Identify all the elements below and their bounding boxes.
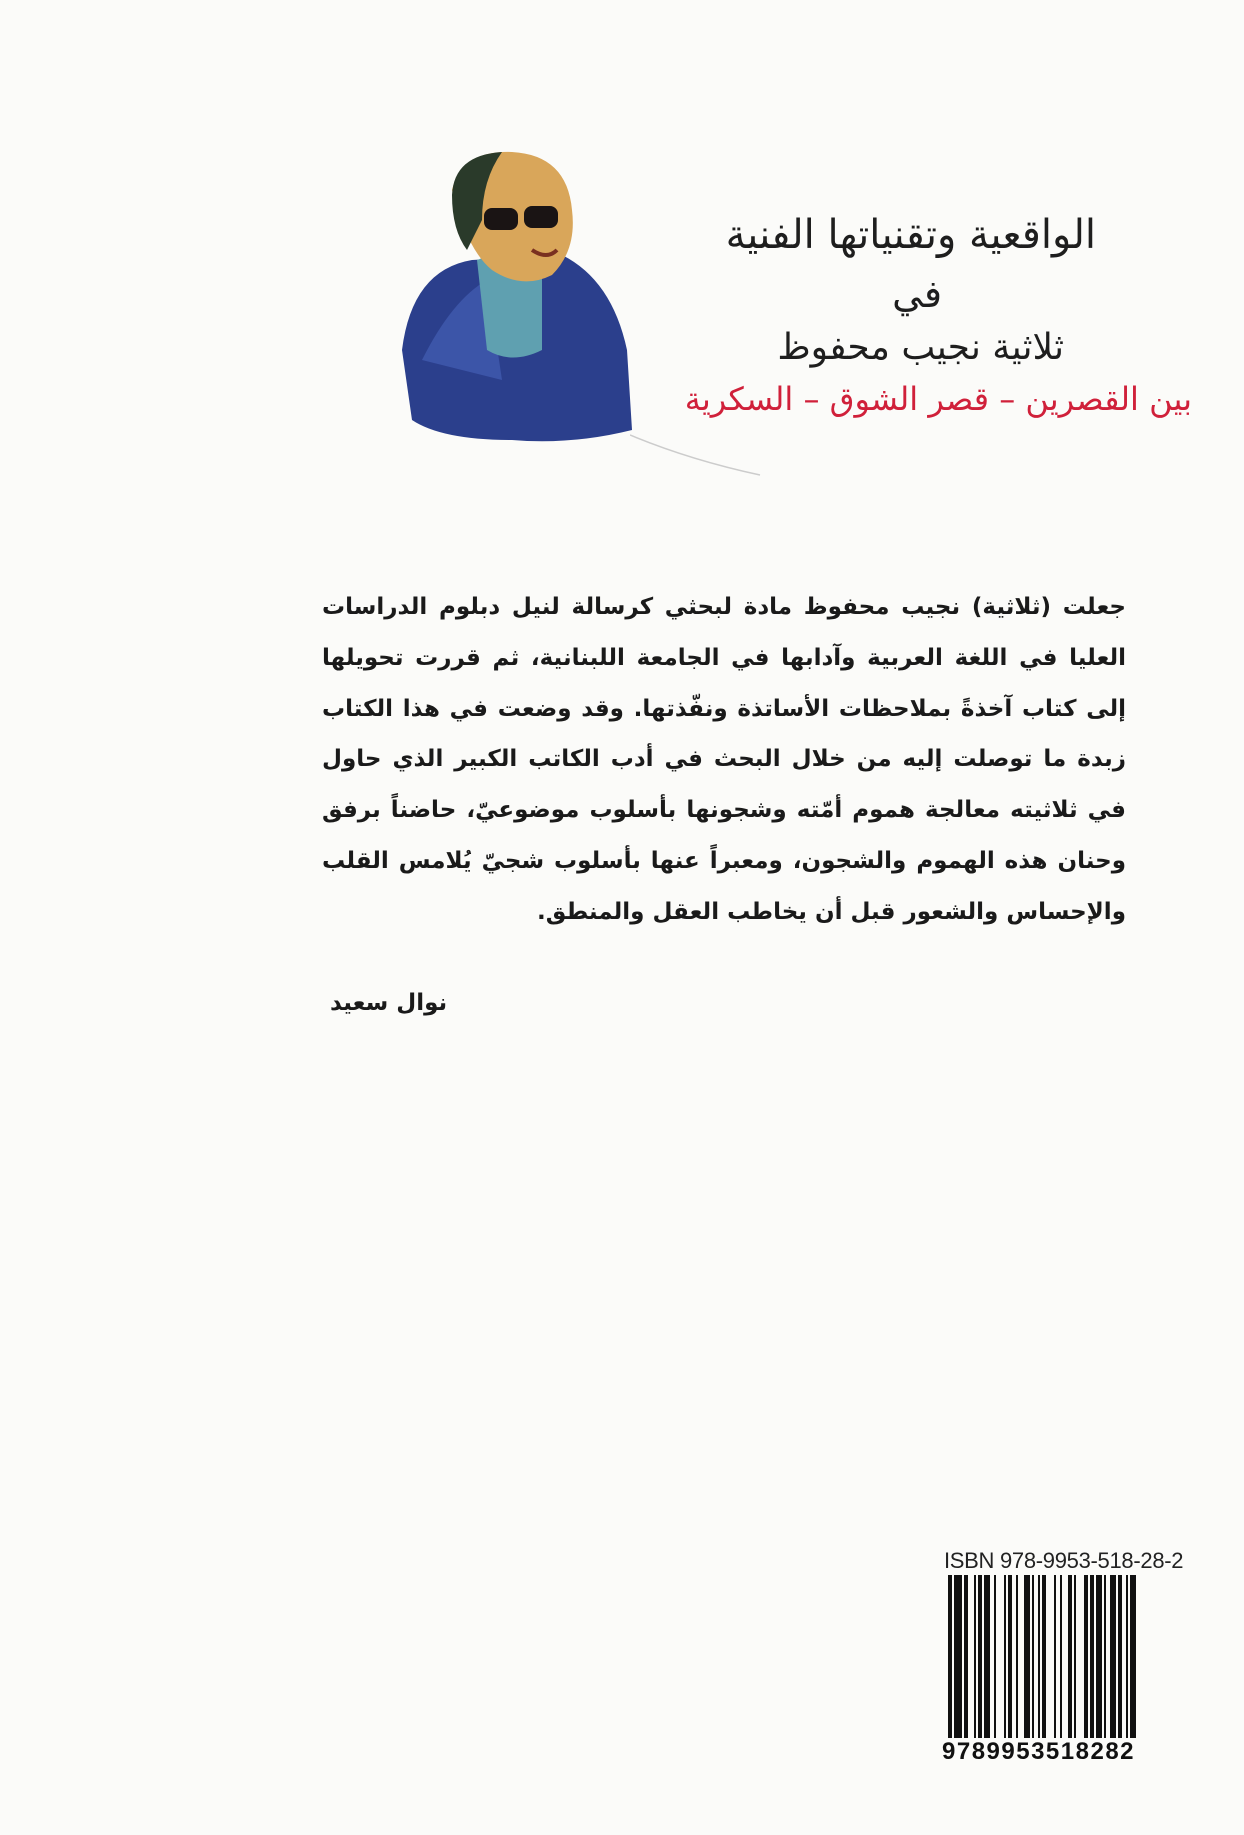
author-signature: نوال سعيد xyxy=(330,990,448,1016)
barcode-bar xyxy=(984,1575,990,1745)
barcode-bar xyxy=(994,1575,996,1745)
barcode-bar xyxy=(1024,1575,1030,1745)
blurb-paragraph: جعلت (ثلاثية) نجيب محفوظ مادة لبحثي كرسالة لنيل دبلوم الدراسات العليا في اللغة العربية وآدابها في الجامعة اللبنانية، ثم قررت تحويلها إلى كتاب آخذةً بملاحظات الأساتذة ونفّذتها. وقد وضعت في هذا الكتاب زبدة ما توصلت إليه من خلال البحث في أدب الكاتب الكبير الذي حاول في ثلاثيته معالجة هموم أمّته وشجونها بأسلوب موضوعيّ، حاضناً برفق وحنان هذه الهموم والشجون، ومعبراً عنها بأسلوب شجيّ يُلامس القلب والإحساس والشعور قبل أن يخاطب العقل والمنطق. xyxy=(322,594,1126,925)
barcode-bar xyxy=(954,1575,962,1745)
barcode-bar xyxy=(1008,1575,1012,1745)
barcode-bar xyxy=(1110,1575,1116,1745)
barcode-digits: 9789953518282 xyxy=(942,1738,1136,1765)
barcode-bar xyxy=(948,1575,952,1745)
barcode-bar xyxy=(1042,1575,1046,1745)
barcode-bar xyxy=(1130,1575,1136,1745)
barcode-bar xyxy=(1126,1575,1128,1745)
subtitle-trilogy-names: بين القصرين – قصر الشوق – السكرية xyxy=(684,380,1192,418)
title-line-1: الواقعية وتقنياتها الفنية xyxy=(725,212,1096,258)
title-line-3: ثلاثية نجيب محفوظ xyxy=(777,327,1064,368)
isbn-label: ISBN 978-9953-518-28-2 xyxy=(944,1548,1184,1573)
author-portrait-illustration xyxy=(392,150,632,445)
barcode-bar xyxy=(964,1575,968,1745)
barcode-bar xyxy=(1104,1575,1106,1745)
barcode-bar xyxy=(1004,1575,1006,1745)
barcode-bar xyxy=(1074,1575,1076,1745)
barcode-bar xyxy=(1090,1575,1094,1745)
barcode-bar xyxy=(1060,1575,1062,1745)
barcode-bar xyxy=(1084,1575,1088,1745)
decorative-swoosh xyxy=(630,430,770,480)
barcode-bar xyxy=(1032,1575,1034,1745)
barcode-bar xyxy=(1096,1575,1102,1745)
title-line-2: في xyxy=(892,272,942,316)
barcode-bar xyxy=(978,1575,982,1745)
barcode-bar xyxy=(1038,1575,1040,1745)
barcode-bar xyxy=(1118,1575,1122,1745)
barcode-bar xyxy=(1016,1575,1018,1745)
barcode xyxy=(948,1575,1186,1745)
barcode-bar xyxy=(1068,1575,1072,1745)
barcode-bar xyxy=(974,1575,976,1745)
barcode-bar xyxy=(1054,1575,1056,1745)
